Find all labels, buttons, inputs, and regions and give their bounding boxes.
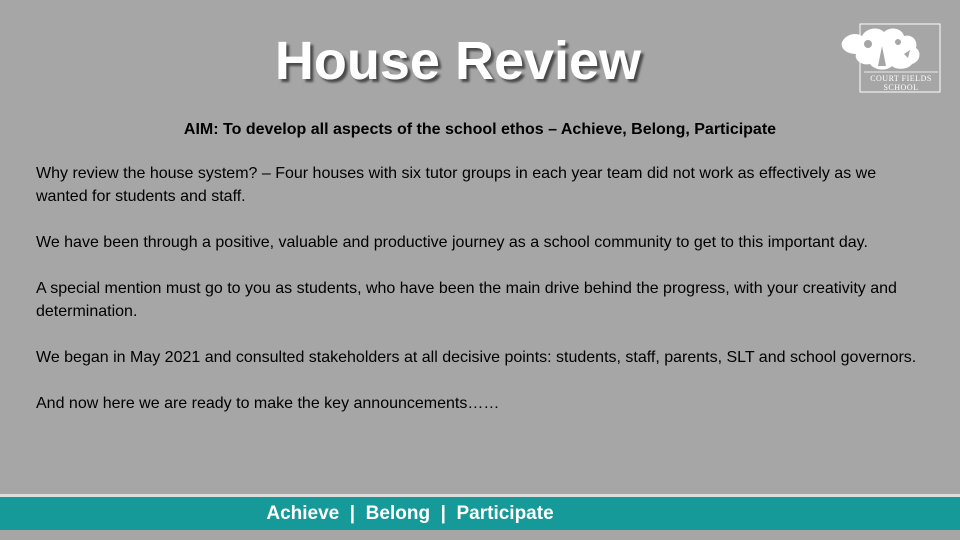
school-logo-text: [862, 74, 940, 92]
paragraph-special-mention: A special mention must go to you as students, who have been the main drive behind the progress, with your creativity and determination.: [36, 280, 897, 320]
paragraph-why-review: Why review the house system? – Four houses with six tutor groups in each year team did not work as effectively as we wanted for students and staff.: [36, 165, 877, 205]
logo-line-2: SCHOOL: [883, 83, 919, 92]
body-text: [36, 162, 931, 438]
paragraph-consultation: We began in May 2021 and consulted stakeholders at all decisive points: students, staff, parents, SLT and school governors.: [36, 349, 917, 366]
paragraph-journey: We have been through a positive, valuable and productive journey as a school community to get to this important day.: [36, 234, 868, 251]
logo-line-1: COURT FIELDS: [870, 74, 932, 83]
paragraph-announcements: And now here we are ready to make the key announcements……: [36, 395, 500, 412]
aim-statement: AIM: To develop all aspects of the school ethos – Achieve, Belong, Participate: [183, 121, 777, 138]
footer-motto: Achieve | Belong | Participate: [266, 502, 554, 524]
footer-band: [0, 497, 960, 530]
slide-title: House Review: [274, 31, 642, 91]
footer-bottom-strip: [0, 530, 960, 540]
